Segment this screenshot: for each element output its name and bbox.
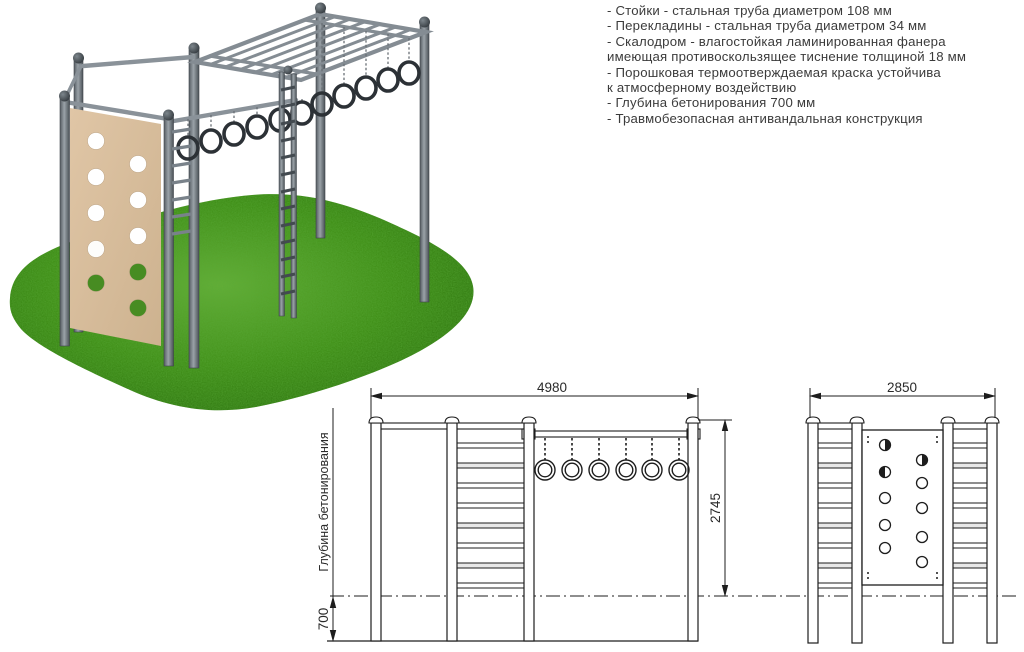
foundation-axis-label: Глубина бетонирования — [317, 432, 331, 572]
climbing-panel — [70, 108, 161, 346]
spec-line: к атмосферному воздействию — [607, 80, 797, 96]
front-rings — [535, 438, 689, 480]
spec-line: - Глубина бетонирования 700 мм — [607, 95, 816, 111]
spec-line: - Травмобезопасная антивандальная конструкция — [607, 110, 923, 126]
spec-line: - Стойки - стальная труба диаметром 108 мм — [607, 3, 893, 18]
spec-list — [607, 3, 1019, 126]
front-ladder-rungs — [457, 443, 524, 588]
spec-line: - Перекладины - стальная труба диаметром 34 мм — [607, 18, 927, 34]
side-ladder-right-rungs — [953, 443, 987, 588]
technical-drawings — [300, 380, 1024, 652]
spec-line: - Скалодром - влагостойкая ламинированная фанера — [607, 33, 946, 49]
spec-line: - Порошковая термоотверждаемая краска устойчива — [607, 64, 941, 80]
dim-label-foundation-depth: 700 — [316, 607, 331, 631]
front-elevation-drawing — [327, 388, 732, 641]
front-posts — [369, 417, 700, 641]
tower-top-bars — [65, 57, 296, 122]
dim-label-front-width: 4980 — [536, 380, 568, 395]
dim-label-front-height: 2745 — [708, 492, 723, 524]
side-elevation-drawing — [806, 388, 999, 643]
spec-line: имеющая противоскользящее тиснение толщиной 18 мм — [607, 49, 967, 65]
side-climbing-panel — [862, 430, 943, 585]
workout-structure-3d-render — [0, 0, 500, 420]
side-ladder-left-rungs — [818, 443, 852, 588]
dim-label-side-width: 2850 — [886, 380, 918, 395]
dim-front-width — [371, 388, 698, 418]
